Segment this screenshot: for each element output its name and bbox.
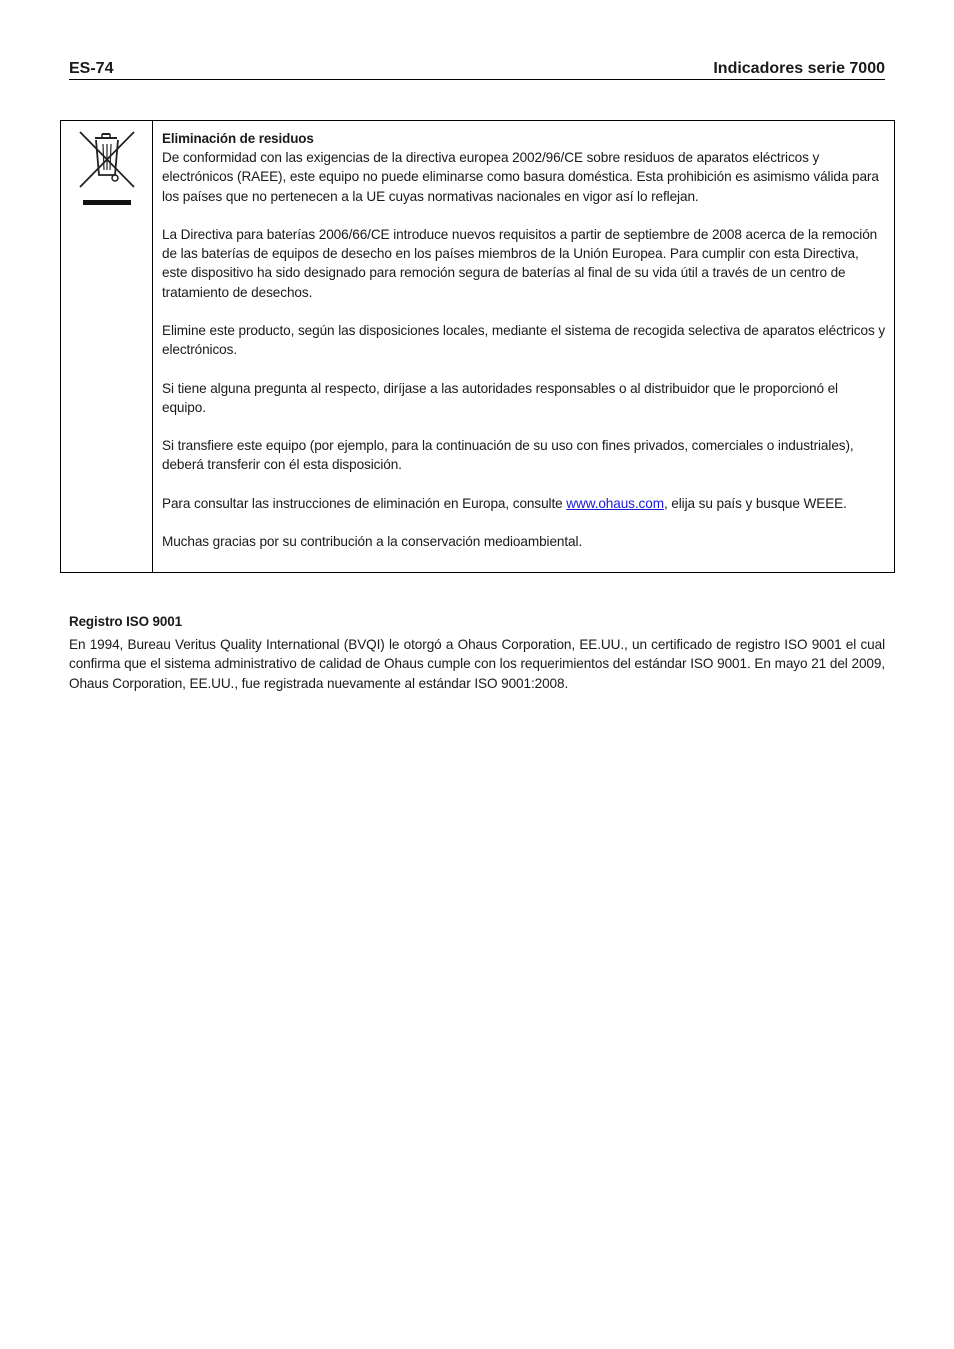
iso-registration-section	[69, 612, 885, 693]
weee-paragraph-6-text-after: , elija su país y busque WEEE.	[663, 495, 847, 511]
ohaus-website-link[interactable]: www.ohaus.com	[566, 495, 664, 511]
weee-paragraph-7: Muchas gracias por su contribución a la conservación medioambiental.	[162, 534, 583, 550]
weee-icon-cell	[61, 121, 153, 572]
page-header	[69, 58, 885, 80]
weee-paragraph-6-text-before: Para consultar las instrucciones de eliminación en Europa, consulte	[162, 495, 567, 511]
weee-paragraph-6	[162, 494, 885, 513]
crossed-out-wheelie-bin-icon	[78, 129, 136, 205]
iso-body: En 1994, Bureau Veritus Quality International (BVQI) le otorgó a Ohaus Corporation, EE.UU., un certificado de registro ISO 9001 el cual confirma que el sistema administrativo de calidad de Ohaus cumple con los requerimientos del estándar ISO 9001. En mayo 21 del 2009, Ohaus Corporation, EE.UU., fue registrada nuevamente al estándar ISO 9001:2008.	[69, 637, 885, 691]
iso-title: Registro ISO 9001	[69, 614, 182, 629]
weee-paragraph-5: Si transfiere este equipo (por ejemplo, para la continuación de su uso con fines privados, comerciales o industriales), deberá transferir con él esta disposición.	[162, 438, 854, 473]
weee-paragraph-4: Si tiene alguna pregunta al respecto, diríjase a las autoridades responsables o al distribuidor que le proporcionó el equipo.	[162, 380, 838, 415]
weee-text-cell	[153, 121, 894, 572]
weee-paragraph-3: Elimine este producto, según las disposiciones locales, mediante el sistema de recogida selectiva de aparatos eléctricos y electrónicos.	[162, 323, 886, 358]
document-title: Indicadores serie 7000	[713, 60, 885, 77]
weee-paragraph-2: La Directiva para baterías 2006/66/CE introduce nuevos requisitos a partir de septiembre de 2008 acerca de la remoción de las baterías de equipos de desecho en los países miembros de la Unión Europea. Para cumplir con esta Directiva, este dispositivo ha sido designado para remoción segura de baterías al final de su vida útil a través de un centro de tratamiento de desechos.	[162, 227, 878, 300]
page-number: ES-74	[69, 60, 114, 77]
weee-paragraph-1: De conformidad con las exigencias de la directiva europea 2002/96/CE sobre residuos de aparatos eléctricos y electrónicos (RAEE), este equipo no puede eliminarse como basura doméstica. Esta prohibición es asimismo válida para los países que no pertenecen a la UE cuyas normativas nacionales en vigor así lo reflejan.	[162, 150, 879, 204]
weee-notice-table	[60, 120, 895, 573]
weee-title: Eliminación de residuos	[162, 131, 314, 146]
